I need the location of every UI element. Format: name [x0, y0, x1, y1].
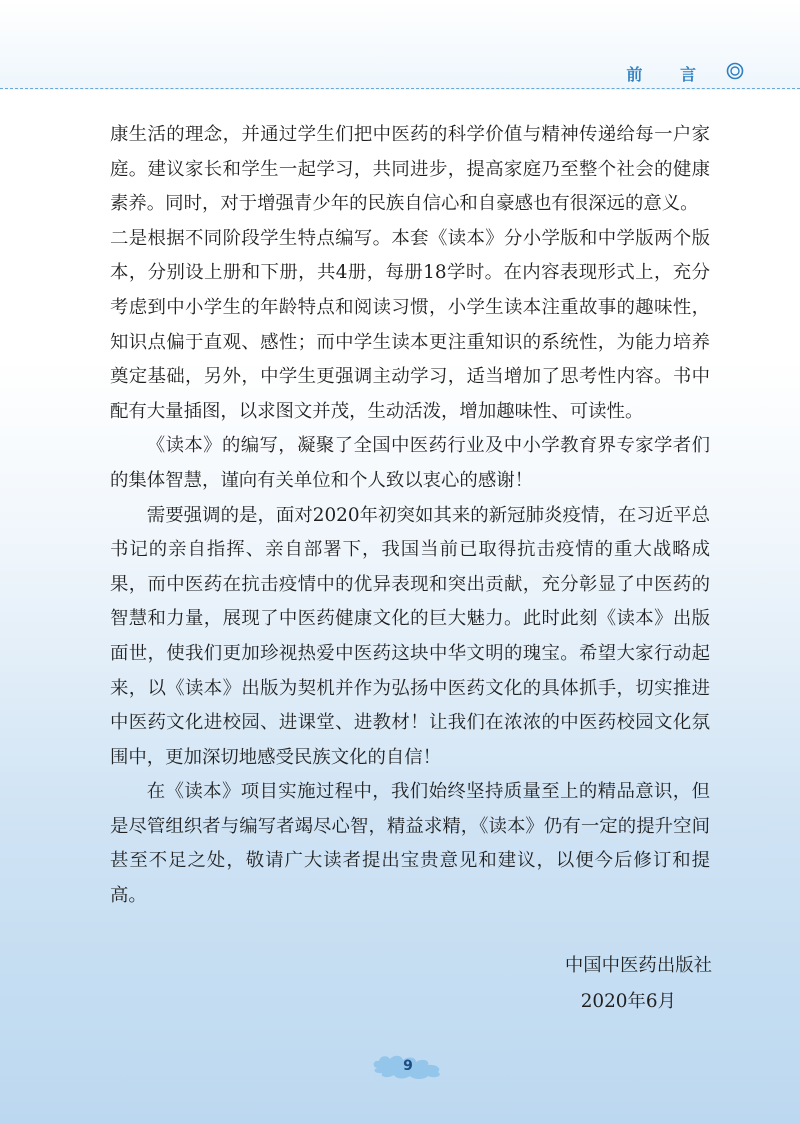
paragraph: 需要强调的是，面对2020年初突如其来的新冠肺炎疫情，在习近平总书记的亲自指挥、亲自部署下，我国当前已取得抗击疫情的重大战略成果，而中医药在抗击疫情中的优异表现和突出贡献，充分彰显了中医药的智慧和力量，展现了中医药健康文化的巨大魅力。此时此刻《读本》出版面世，使我们更加珍视热爱中医药这块中华文明的瑰宝。希望大家行动起来，以《读本》出版为契机并作为弘扬中医药文化的具体抓手，切实推进中医药文化进校园、进课堂、进教材！让我们在浓浓的中医药校园文化氛围中，更加深切地感受民族文化的自信！: [110, 504, 710, 768]
publisher-name: 中国中医药出版社: [564, 955, 712, 976]
paragraph: 在《读本》项目实施过程中，我们始终坚持质量至上的精品意识，但是尽管组织者与编写者竭尽心智，精益求精，《读本》仍有一定的提升空间甚至不足之处，敬请广大读者提出宝贵意见和建议，以便今后修订和提高。: [110, 781, 710, 907]
page-header: [0, 0, 800, 90]
header-divider: [0, 88, 800, 89]
publish-date: 2020年6月: [580, 991, 676, 1012]
double-ring-icon: [726, 62, 744, 80]
page-number: 9: [403, 1058, 413, 1074]
section-title: 前 言: [626, 65, 712, 84]
paragraph: 二是根据不同阶段学生特点编写。本套《读本》分小学版和中学版两个版本，分别设上册和下册，共4册，每册18学时。在内容表现形式上，充分考虑到中小学生的年龄特点和阅读习惯，小学生读本注重故事的趣味性，知识点偏于直观、感性；而中学生读本更注重知识的系统性，为能力培养奠定基础，另外，中学生更强调主动学习，适当增加了思考性内容。书中配有大量插图，以求图文并茂，生动活泼，增加趣味性、可读性。: [110, 227, 710, 422]
body-text: [110, 118, 710, 914]
paragraph: 《读本》的编写，凝聚了全国中医药行业及中小学教育界专家学者们的集体智慧，谨向有关单位和个人致以衷心的感谢！: [110, 435, 710, 491]
paragraph: 康生活的理念，并通过学生们把中医药的科学价值与精神传递给每一户家庭。建议家长和学生一起学习，共同进步，提高家庭乃至整个社会的健康素养。同时，对于增强青少年的民族自信心和自豪感也有很深远的意义。: [110, 124, 710, 215]
signature-block: [412, 948, 712, 1020]
